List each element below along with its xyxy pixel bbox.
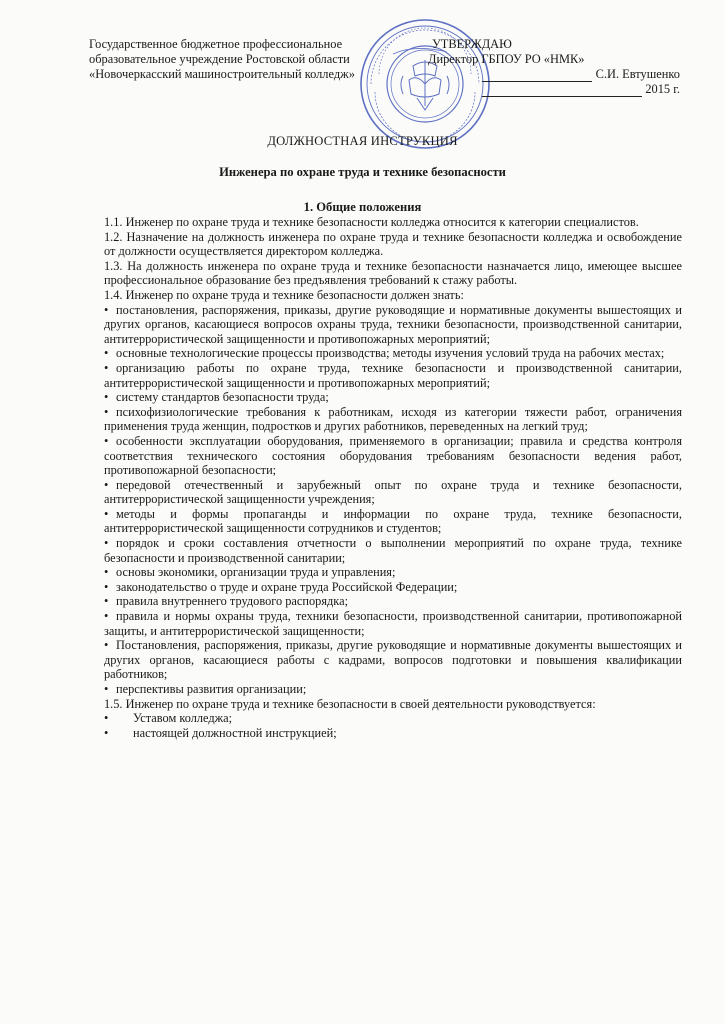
bullet-icon: •: [104, 682, 109, 696]
bullet-icon: •: [104, 711, 109, 726]
list-item: • организацию работы по охране труда, технике безопасности и производственной санитарии, антитеррористической защищенности и противопожарных мероприятий;: [104, 360, 682, 390]
list-item: • перспективы развития организации;: [104, 682, 307, 696]
bullet-icon: •: [104, 638, 109, 653]
director-title: Директор ГБПОУ РО «НМК»: [428, 52, 585, 66]
section-heading: 1. Общие положения: [303, 200, 422, 214]
signer-name: С.И. Евтушенко: [595, 67, 680, 81]
document-body: [104, 215, 682, 740]
date-line: [428, 82, 680, 97]
bullet-icon: •: [104, 594, 109, 609]
paragraph: 1.3. На должность инженера по охране труда и технике безопасности назначается лицо, имеющее высшее профессиональное образование без предъявления требований к стажу работы.: [104, 258, 682, 288]
list-item: • основы экономики, организации труда и управления;: [104, 565, 396, 580]
approval-year: 2015 г.: [645, 82, 680, 96]
bullet-icon: •: [104, 579, 109, 594]
paragraph: 1.4. Инженер по охране труда и технике безопасности должен знать:: [104, 287, 464, 302]
bullet-icon: •: [104, 390, 109, 405]
list-item: • Постановления, распоряжения, приказы, другие руководящие и нормативные документы вышестоящих и других органов, касающиеся работы с кадрами, вопросов подготовки и повышения квалификации работников;: [104, 638, 682, 682]
bullet-icon: •: [104, 433, 109, 448]
list-item: • особенности эксплуатации оборудования, применяемого в организации; правила и средства контроля соответствия технического состояния оборудования требованиям безопасности ведения работ, противопожарной безопасности;: [104, 433, 682, 478]
organization-block: [89, 37, 355, 82]
org-line: образовательное учреждение Ростовской области: [89, 52, 350, 66]
org-line: «Новочеркасский машиностроительный колледж»: [89, 67, 355, 81]
bullet-icon: •: [104, 360, 109, 375]
paragraph: 1.1. Инженер по охране труда и технике безопасности колледжа относится к категории специалистов.: [104, 215, 639, 229]
list-item: • правила внутреннего трудового распорядка;: [104, 594, 349, 609]
list-item: • методы и формы пропаганды и информации по охране труда, технике безопасности, антитеррористической защищенности сотрудников и студентов;: [104, 506, 682, 536]
bullet-icon: •: [104, 506, 109, 521]
signature-line: [428, 67, 680, 82]
document-subtitle: Инженера по охране труда и технике безопасности: [219, 165, 506, 179]
bullet-icon: •: [104, 725, 109, 740]
list-item: • правила и нормы охраны труда, техники безопасности, производственной санитарии, противопожарной защиты, и антитеррористической защищенности;: [104, 609, 682, 638]
bullet-icon: •: [104, 536, 109, 551]
list-item: • психофизиологические требования к работникам, исходя из категории тяжести работ, ограничения применения труда женщин, подростков и других работников, переведенных на легкий труд;: [104, 404, 682, 434]
list-item: • законодательство о труде и охране труда Российской Федерации;: [104, 579, 458, 594]
bullet-icon: •: [104, 404, 109, 419]
list-item: • Уставом колледжа;: [104, 711, 233, 726]
approve-label: УТВЕРЖДАЮ: [432, 37, 512, 51]
list-item: • основные технологические процессы производства; методы изучения условий труда на рабочих местах;: [104, 346, 665, 361]
bullet-icon: •: [104, 477, 109, 492]
bullet-icon: •: [104, 346, 109, 361]
org-line: Государственное бюджетное профессиональное: [89, 37, 343, 51]
paragraph: 1.5. Инженер по охране труда и технике безопасности в своей деятельности руководствуется:: [104, 696, 596, 711]
list-item: • постановления, распоряжения, приказы, другие руководящие и нормативные документы вышестоящих и других органов, касающиеся вопросов охраны труда, техники безопасности, производственной санитарии, антитеррористической защищенности и противопожарных мероприятий;: [104, 302, 682, 346]
paragraph: 1.2. Назначение на должность инженера по охране труда и технике безопасности колледжа и освобождение от должности осуществляется директором колледжа.: [104, 229, 682, 259]
document-title: ДОЛЖНОСТНАЯ ИНСТРУКЦИЯ: [267, 134, 458, 148]
approval-block: [428, 37, 680, 97]
bullet-icon: •: [104, 609, 109, 624]
list-item: • порядок и сроки составления отчетности о выполнении мероприятий по охране труда, технике безопасности и производственной санитарии;: [104, 536, 682, 565]
list-item: • передовой отечественный и зарубежный опыт по охране труда и технике безопасности, антитеррористической защищенности учреждения;: [104, 477, 682, 507]
bullet-icon: •: [104, 565, 109, 580]
list-item: • настоящей должностной инструкцией;: [104, 725, 337, 740]
list-item: • систему стандартов безопасности труда;: [104, 390, 329, 405]
bullet-icon: •: [104, 302, 109, 317]
